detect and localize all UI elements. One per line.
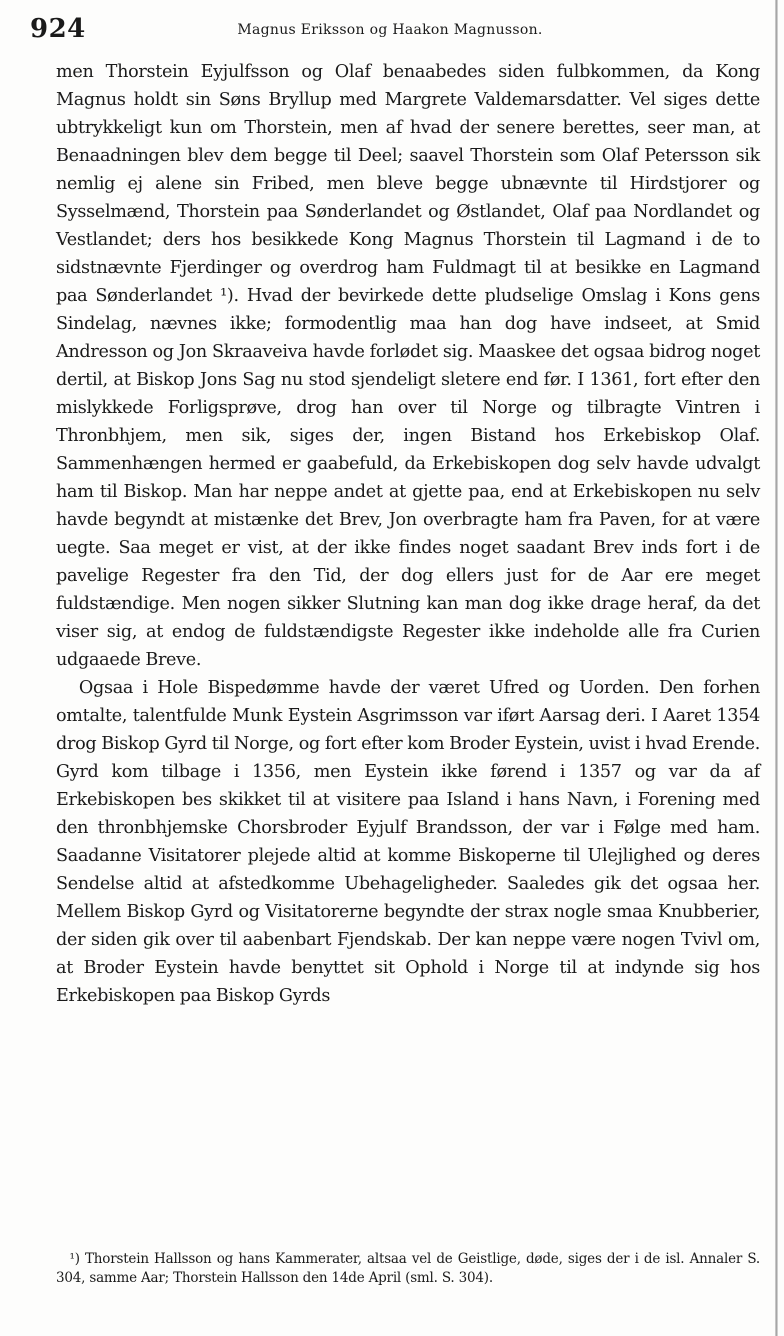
paragraph: men Thorstein Eyjulfsson og Olaf benaabedes siden fulbkommen, da Kong Magnus holdt sin Søns Bryllup med Margrete Valdemarsdatter. Vel siges dette ubtrykkeligt kun om Thorstein, men af hvad der senere berettes, seer man, at Benaadningen blev dem begge til Deel; saavel Thorstein som Olaf Petersson sik nemlig ej alene sin Fribed, men bleve begge ubnævnte til Hirdstjorer og Sysselmænd, Thorstein paa Sønderlandet og Østlandet, Olaf paa Nordlandet og Vestlandet; ders hos besikkede Kong Magnus Thorstein til Lagmand i de to sidstnævnte Fjerdinger og overdrog ham Fuldmagt til at besikke en Lagmand paa Sønderlandet ¹). Hvad der bevirkede dette pludselige Omslag i Kons gens Sindelag, nævnes ikke; formodentlig maa han dog have indseet, at Smid Andresson og Jon Skraaveiva havde forlødet sig. Maaskee det ogsaa bidrog noget dertil, at Biskop Jons Sag nu stod sjendeligt sletere end før. I 1361, fort efter den mislykkede Forligsprøve, drog han over til Norge og tilbragte Vintren i Thronbhjem, men sik, siges der, ingen Bistand hos Erkebiskop Olaf. Sammenhængen hermed er gaabefuld, da Erkebiskopen dog selv havde udvalgt ham til Biskop. Man har neppe andet at gjette paa, end at Erkebiskopen nu selv havde begyndt at mistænke det Brev, Jon overbragte ham fra Paven, for at være uegte. Saa meget er vist, at der ikke findes noget saadant Brev inds fort i de pavelige Regester fra den Tid, der dog ellers just for de Aar ere meget fuldstændige. Men nogen sikker Slutning kan man dog ikke drage heraf, da det viser sig, at endog de fuldstændigste Regester ikke indeholde alle fra Curien udgaaede Breve. — [56, 62, 760, 670]
page-number: 924 — [30, 14, 86, 44]
footnote: ¹) Thorstein Hallsson og hans Kammerater, altsaa vel de Geistlige, døde, siges der i de isl. Annaler S. 304, samme Aar; Thorstein Hallsson den 14de April (sml. S. 304). — [56, 1251, 760, 1286]
page-edge-shadow — [775, 0, 778, 1336]
paragraph: Ogsaa i Hole Bispedømme havde der været Ufred og Uorden. Den forhen omtalte, talentfulde Munk Eystein Asgrimsson var iført Aarsag deri. I Aaret 1354 drog Biskop Gyrd til Norge, og fort efter kom Broder Eystein, uvist i hvad Erende. Gyrd kom tilbage i 1356, men Eystein ikke førend i 1357 og var da af Erkebiskopen bes skikket til at visitere paa Island i hans Navn, i Forening med den thronbhjemske Chorsbroder Eyjulf Brandsson, der var i Følge med ham. Saadanne Visitatorer plejede altid at komme Biskoperne til Ulejlighed og deres Sendelse altid at afstedkomme Ubehageligheder. Saaledes gik det ogsaa her. Mellem Biskop Gyrd og Visitatorerne begyndte der strax nogle smaa Knubberier, der siden gik over til aabenbart Fjendskab. Der kan neppe være nogen Tvivl om, at Broder Eystein havde benyttet sit Ophold i Norge til at indynde sig hos Erkebiskopen paa Biskop Gyrds — [56, 678, 760, 1006]
page-header — [30, 14, 750, 48]
running-head: Magnus Eriksson og Haakon Magnusson. — [237, 22, 543, 38]
body-text — [56, 58, 760, 1010]
